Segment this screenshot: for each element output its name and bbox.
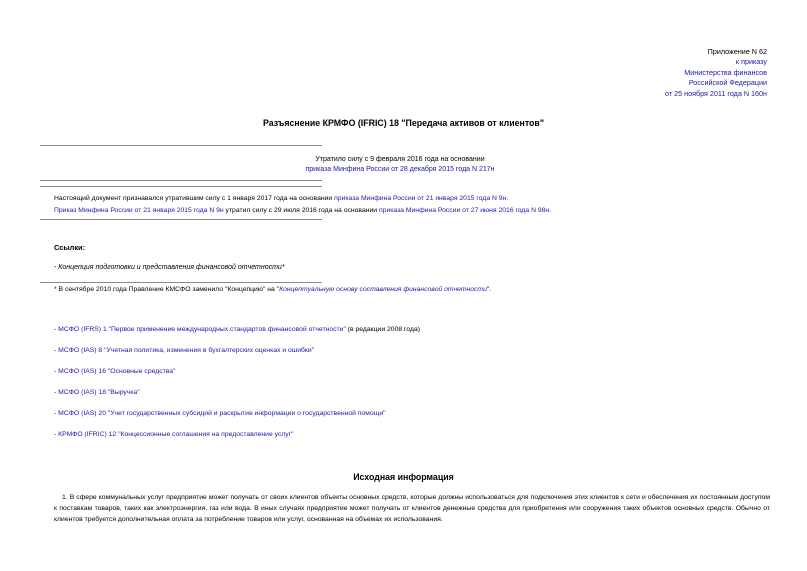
divider xyxy=(40,186,322,187)
expired-text-2: утратил силу с 29 июля 2016 года на основании xyxy=(223,206,379,214)
footnote-divider xyxy=(40,282,322,283)
footnote-end: ". xyxy=(486,286,492,293)
appendix-federation-link[interactable]: Российской Федерации xyxy=(688,78,767,88)
expired-link-order-98n[interactable]: приказа Минфина России от 27 июня 2016 года N 98н xyxy=(378,206,550,214)
punctuation: . xyxy=(506,195,509,202)
links-heading: Ссылки: xyxy=(54,243,86,252)
appendix-block xyxy=(665,47,767,99)
expired-link-order-9n[interactable]: приказа Минфина России от 21 января 2015 года N 9н xyxy=(334,195,507,202)
expired-note xyxy=(54,193,551,216)
list-item xyxy=(54,326,420,347)
footnote-text: * В сентябре 2010 года Правление КМСФО заменило "Концепцию" на " xyxy=(54,286,280,293)
reference-link-ias-16[interactable]: - МСФО (IAS) 16 "Основные средства" xyxy=(54,368,176,375)
lost-force-note xyxy=(240,155,560,176)
divider xyxy=(40,180,322,181)
concept-reference: - Концепция подготовки и представления финансовой отчетности* xyxy=(54,264,285,271)
references-list xyxy=(54,326,420,452)
reference-link-ias-20[interactable]: - МСФО (IAS) 20 "Учет государственных субсидий и раскрытие информации о государственной помощи" xyxy=(54,410,386,417)
document-title: Разъяснение КРМФО (IFRIC) 18 "Передача активов от клиентов" xyxy=(263,118,544,128)
lost-force-link[interactable]: приказа Минфина России от 28 декабря 2015 года N 217н xyxy=(305,166,495,174)
divider xyxy=(40,145,322,146)
footnote-framework-link[interactable]: Концептуальную основу составления финансовой отчетности xyxy=(279,286,487,293)
appendix-date-link[interactable]: от 25 ноября 2011 года N 160н xyxy=(665,88,767,98)
appendix-ministry-link[interactable]: Министерства финансов xyxy=(684,67,767,77)
appendix-number: Приложение N 62 xyxy=(707,47,767,56)
reference-link-ifric-12[interactable]: - КРМФО (IFRIC) 12 "Концессионные соглашения на предоставление услуг" xyxy=(54,431,294,438)
punctuation: . xyxy=(549,206,552,214)
section-heading: Исходная информация xyxy=(353,472,454,482)
expired-link-order-9n-lost[interactable]: Приказ Минфина России от 21 января 2015 года N 9н xyxy=(54,206,224,214)
reference-link-ias-18[interactable]: - МСФО (IAS) 18 "Выручка" xyxy=(54,389,140,396)
list-item xyxy=(54,389,420,410)
list-item xyxy=(54,431,420,452)
divider xyxy=(40,219,322,220)
lost-force-text: Утратило силу с 9 февраля 2016 года на основании xyxy=(315,156,485,163)
reference-link-ias-8[interactable]: - МСФО (IAS) 8 "Учетная политика, изменения в бухгалтерских оценках и ошибки" xyxy=(54,347,315,354)
reference-suffix: (в редакции 2008 года) xyxy=(345,326,420,333)
footnote xyxy=(54,286,491,293)
paragraph-1: 1. В сфере коммунальных услуг предприятие может получать от своих клиентов объекты основных средств, которые должны использоваться для подключения этих клиентов к сети и обеспечения их постоянным доступом к поставкам товаров, таких как электроэнергия, газ или вода. В иных случаях предприятие может получать от клиентов денежные средства для приобретения или сооружения таких объектов основных средств. Обычно от клиентов требуется дополнительная оплата за потребление товаров или услуг, основанная на объемах их использования. xyxy=(54,494,770,524)
list-item xyxy=(54,347,420,368)
list-item xyxy=(54,368,420,389)
expired-line-1 xyxy=(54,193,551,205)
list-item xyxy=(54,410,420,431)
reference-link-ifrs-1[interactable]: - МСФО (IFRS) 1 "Первое применение международных стандартов финансовой отчетности" xyxy=(54,326,346,333)
appendix-order-link[interactable]: к приказу xyxy=(735,57,767,67)
expired-line-2 xyxy=(54,205,551,217)
expired-text: Настоящий документ признавался утратившим силу с 1 января 2017 года на основании xyxy=(54,195,335,202)
